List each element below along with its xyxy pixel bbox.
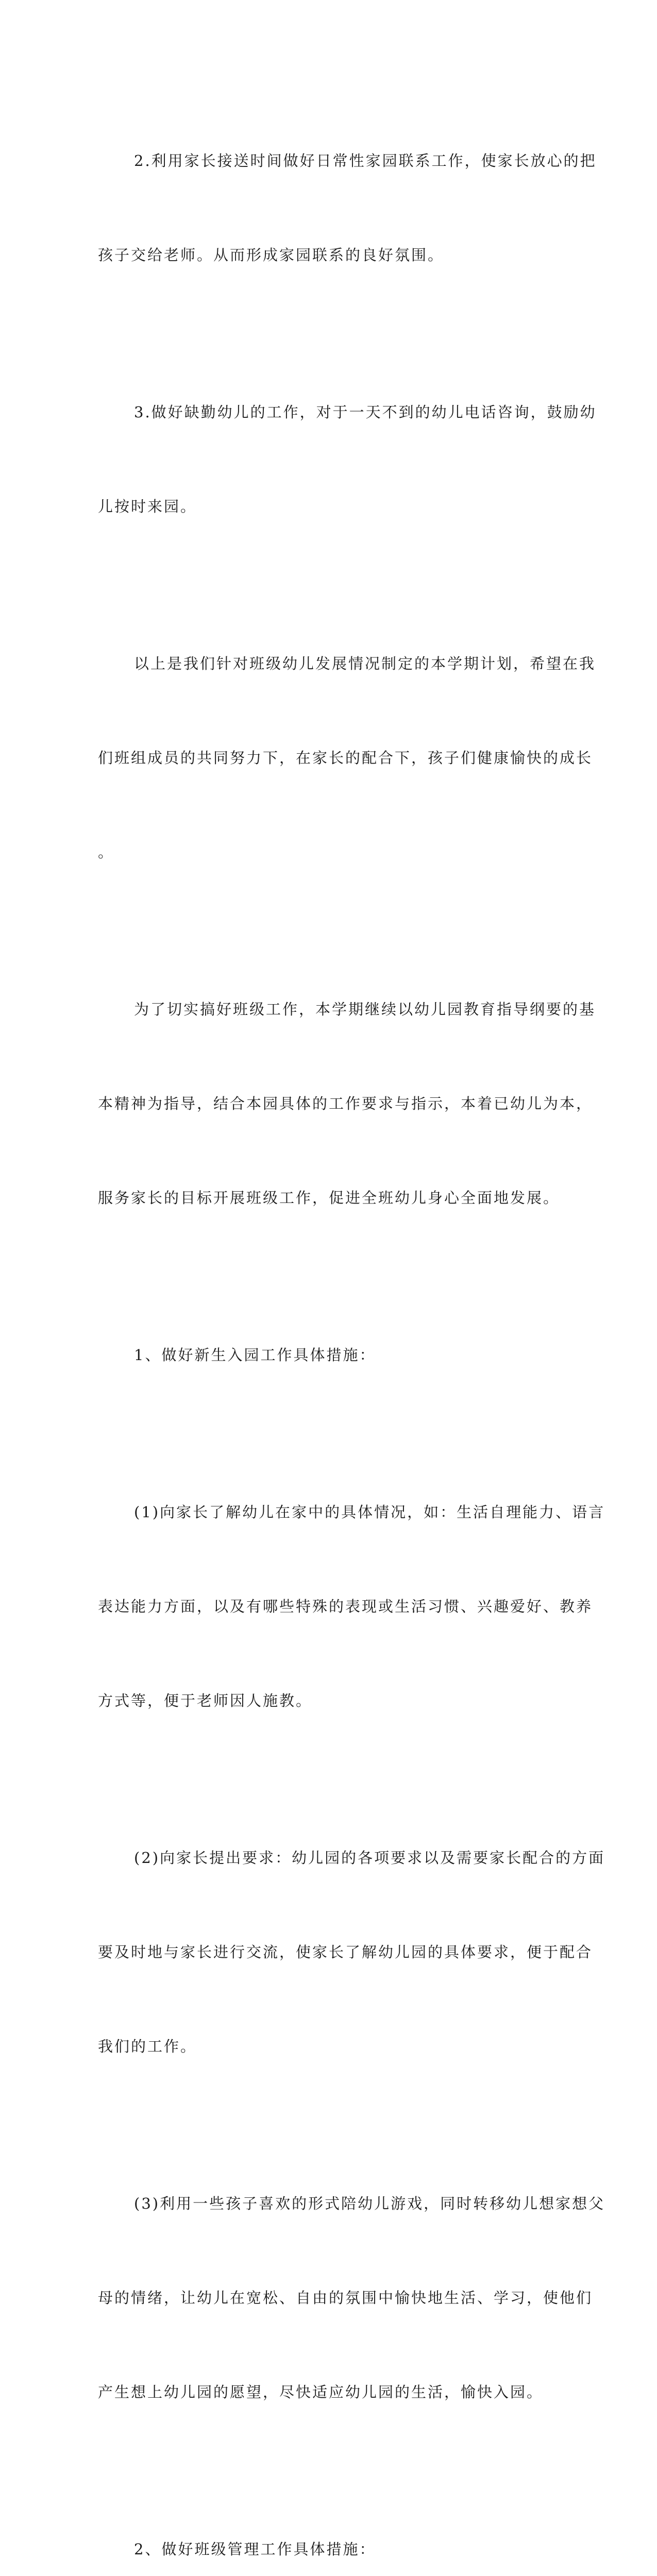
text-line: 要及时地与家长进行交流，使家长了解幼儿园的具体要求，便于配合 xyxy=(98,1943,593,1961)
text-line: 方式等，便于老师因人施教。 xyxy=(98,1692,313,1709)
text-line: 2、做好班级管理工作具体措施： xyxy=(134,2540,376,2558)
text-line: 服务家长的目标开展班级工作，促进全班幼儿身心全面地发展。 xyxy=(98,1189,560,1207)
document-body xyxy=(98,82,605,2576)
text-line: 我们的工作。 xyxy=(98,2038,197,2055)
section-heading-1 xyxy=(98,1277,559,1434)
text-line: (1)向家长了解幼儿在家中的具体情况，如：生活自理能力、语言 xyxy=(134,1503,605,1521)
paragraph-measure-1 xyxy=(98,1434,605,1780)
text-line: 本精神为指导，结合本园具体的工作要求与指示，本着已幼儿为本， xyxy=(98,1095,593,1112)
paragraph-intro xyxy=(98,931,596,1277)
paragraph-measure-2 xyxy=(98,1780,605,2125)
text-line: 。 xyxy=(98,843,115,861)
text-line: (2)向家长提出要求：幼儿园的各项要求以及需要家长配合的方面 xyxy=(134,1849,605,1867)
paragraph-item-3 xyxy=(98,334,597,585)
paragraph-measure-3 xyxy=(98,2125,605,2471)
text-line: 孩子交给老师。从而形成家园联系的良好氛围。 xyxy=(98,246,445,264)
text-line: 3.做好缺勤幼儿的工作，对于一天不到的幼儿电话咨询，鼓励幼 xyxy=(134,403,597,421)
text-line: 1、做好新生入园工作具体措施： xyxy=(134,1346,376,1364)
text-line: 产生想上幼儿园的愿望，尽快适应幼儿园的生活，愉快入园。 xyxy=(98,2383,544,2401)
text-line: 以上是我们针对班级幼儿发展情况制定的本学期计划，希望在我 xyxy=(134,655,596,672)
text-line: 为了切实搞好班级工作，本学期继续以幼儿园教育指导纲要的基 xyxy=(134,1001,596,1018)
text-line: 表达能力方面，以及有哪些特殊的表现或生活习惯、兴趣爱好、教养 xyxy=(98,1598,593,1615)
paragraph-item-2 xyxy=(98,82,597,334)
text-line: (3)利用一些孩子喜欢的形式陪幼儿游戏，同时转移幼儿想家想父 xyxy=(134,2195,605,2212)
paragraph-summary xyxy=(98,585,596,931)
text-line: 2.利用家长接送时间做好日常性家园联系工作，使家长放心的把 xyxy=(134,152,597,170)
text-line: 们班组成员的共同努力下，在家长的配合下，孩子们健康愉快的成长 xyxy=(98,749,593,767)
section-heading-2 xyxy=(98,2471,559,2576)
text-line: 儿按时来园。 xyxy=(98,498,197,515)
text-line: 母的情绪，让幼儿在宽松、自由的氛围中愉快地生活、学习，使他们 xyxy=(98,2289,593,2307)
